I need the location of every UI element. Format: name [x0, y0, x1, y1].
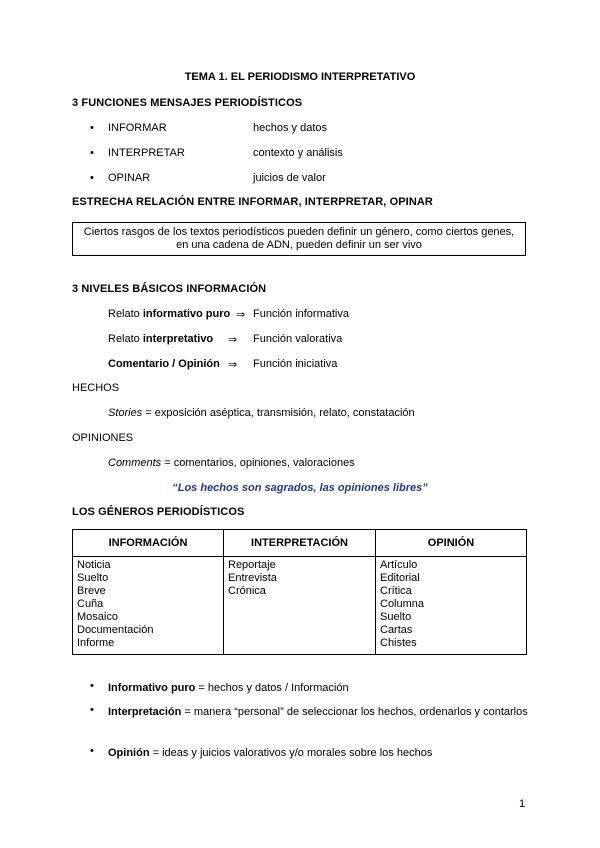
- bullet-icon: •: [90, 122, 94, 134]
- level-prefix: Relato: [108, 333, 143, 345]
- level-row: [108, 333, 343, 346]
- list-item: [90, 122, 327, 134]
- stories-def: = exposición aséptica, transmisión, relato, constatación: [142, 407, 415, 419]
- bullet-icon: •: [90, 172, 94, 184]
- document-title: TEMA 1. EL PERIODISMO INTERPRETATIVO: [184, 71, 416, 83]
- opinion-cell: [376, 557, 527, 655]
- function-term: INFORMAR: [108, 122, 167, 134]
- genre-item: Suelto: [77, 572, 109, 584]
- level-row: [108, 308, 349, 321]
- definition-text: [108, 680, 528, 696]
- genre-item: Noticia: [77, 559, 111, 571]
- function-desc: juicios de valor: [253, 172, 326, 184]
- opiniones-definition: [108, 457, 355, 469]
- quote: “Los hechos son sagrados, las opiniones libres”: [172, 482, 428, 494]
- definition-text: [108, 745, 528, 761]
- bullet-icon: •: [90, 680, 94, 692]
- box-line: en una cadena de ADN, pueden definir un ser vivo: [176, 239, 422, 251]
- term-comments: Comments: [108, 457, 162, 469]
- list-item: [90, 147, 343, 159]
- genre-item: Crítica: [380, 585, 412, 597]
- column-header: INTERPRETACIÓN: [224, 530, 376, 557]
- genre-item: Entrevista: [228, 572, 277, 584]
- level-prefix: Relato: [108, 308, 143, 320]
- definition-body: = ideas y juicios valorativos y/o morales sobre los hechos: [149, 747, 433, 759]
- genre-item: Cartas: [380, 624, 413, 636]
- arrow-icon: ⇒: [228, 334, 238, 346]
- level-function: Función informativa: [253, 308, 349, 320]
- arrow-icon: ⇒: [228, 359, 238, 371]
- arrow-icon: ⇒: [236, 309, 246, 321]
- page-number: 1: [519, 798, 526, 810]
- bullet-icon: •: [90, 704, 94, 716]
- term-stories: Stories: [108, 407, 143, 419]
- level-function: Función valorativa: [253, 333, 343, 345]
- level-row: [108, 358, 338, 371]
- level-name: interpretativo: [142, 333, 214, 345]
- genre-item: Mosaico: [77, 611, 118, 623]
- definition-box: [72, 222, 526, 256]
- genre-item: Reportaje: [228, 559, 276, 571]
- genre-item: Crónica: [228, 585, 266, 597]
- genre-item: Editorial: [380, 572, 420, 584]
- function-desc: hechos y datos: [253, 122, 327, 134]
- genre-item: Chistes: [380, 637, 417, 649]
- informacion-cell: [73, 557, 224, 655]
- definition-body: = hechos y datos / Información: [195, 682, 349, 694]
- definition-term: Interpretación: [108, 706, 182, 718]
- genre-item: Documentación: [77, 624, 154, 636]
- level-name: Comentario / Opinión: [108, 358, 220, 370]
- list-item: [90, 172, 326, 184]
- genre-item: Columna: [380, 598, 425, 610]
- heading-funciones: 3 FUNCIONES MENSAJES PERIODÍSTICOS: [72, 97, 303, 109]
- genre-item: Suelto: [380, 611, 412, 623]
- hechos-definition: [108, 407, 415, 419]
- genre-item: Breve: [77, 585, 106, 597]
- label-hechos: HECHOS: [72, 382, 120, 394]
- level-function: Función iniciativa: [253, 358, 338, 370]
- function-term: OPINAR: [108, 172, 151, 184]
- column-header: OPINIÓN: [376, 530, 527, 557]
- interpretacion-cell: [224, 557, 376, 655]
- function-desc: contexto y análisis: [253, 147, 343, 159]
- heading-relacion: ESTRECHA RELACIÓN ENTRE INFORMAR, INTERPRETAR, OPINAR: [72, 196, 433, 208]
- bullet-icon: •: [90, 745, 94, 757]
- genre-item: Artículo: [380, 559, 418, 571]
- definition-term: Informativo puro: [108, 682, 196, 694]
- column-header: INFORMACIÓN: [73, 530, 224, 557]
- heading-generos: LOS GÉNEROS PERIODÍSTICOS: [72, 506, 245, 518]
- heading-niveles: 3 NIVELES BÁSICOS INFORMACIÓN: [72, 283, 267, 295]
- genre-item: Informe: [77, 637, 115, 649]
- definition-term: Opinión: [108, 747, 150, 759]
- definition-body: = manera “personal” de seleccionar los hechos, ordenarlos y contarlos: [181, 706, 528, 718]
- bullet-icon: •: [90, 147, 94, 159]
- comments-def: = comentarios, opiniones, valoraciones: [161, 457, 355, 469]
- table-row: [73, 557, 527, 655]
- definition-text: [108, 704, 528, 720]
- level-name: informativo puro: [142, 308, 231, 320]
- table-header-row: [73, 530, 527, 557]
- function-term: INTERPRETAR: [108, 147, 185, 159]
- label-opiniones: OPINIONES: [72, 432, 134, 444]
- genre-item: Cuña: [77, 598, 104, 610]
- genres-table: [72, 529, 527, 655]
- box-line: Ciertos rasgos de los textos periodísticos pueden definir un género, como ciertos genes,: [83, 226, 515, 238]
